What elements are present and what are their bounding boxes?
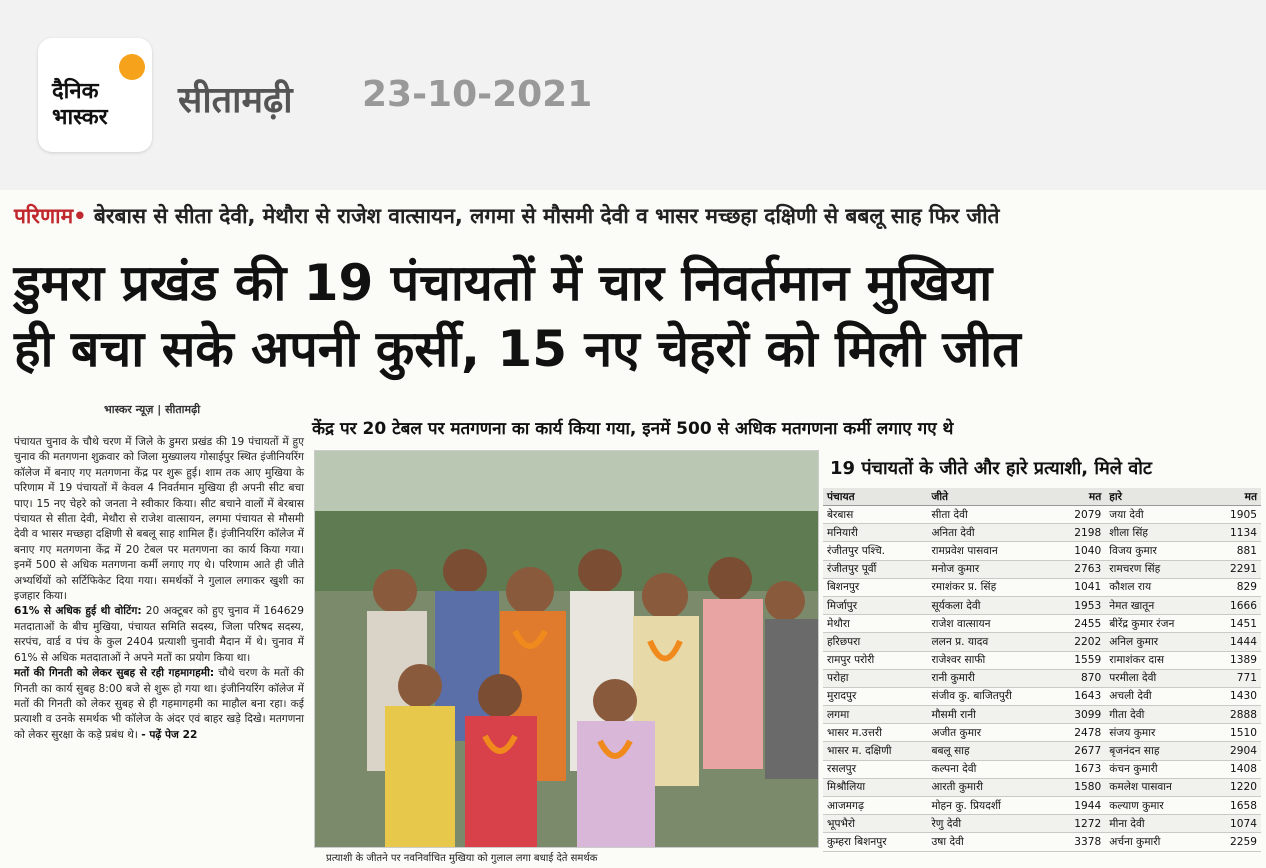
- table-row: [823, 578, 1261, 596]
- cell-loser-votes: 1134: [1211, 524, 1261, 542]
- edition-city: सीतामढ़ी: [178, 80, 293, 121]
- cell-loser: अर्चना कुमारी: [1105, 833, 1210, 851]
- cell-winner-votes: 1673: [1055, 760, 1105, 778]
- table-row: [823, 669, 1261, 687]
- cell-panchayat: भासर म.उत्तरी: [823, 724, 927, 742]
- cell-winner-votes: 1559: [1055, 651, 1105, 669]
- cell-loser: रामाशंकर दास: [1105, 651, 1210, 669]
- table-row: [823, 724, 1261, 742]
- cell-panchayat: आजमगढ़: [823, 797, 927, 815]
- kicker-text: बेरबास से सीता देवी, मेथौरा से राजेश वात्सायन, लगमा से मौसमी देवी व भासर मच्छहा दक्षिणी से बबलू साह फिर जीते: [93, 204, 1000, 228]
- logo-text-line2: भास्कर: [52, 105, 108, 130]
- paragraph-2-lead: 61% से अधिक हुई थी वोटिंग:: [14, 605, 142, 618]
- cell-winner: अजीत कुमार: [927, 724, 1054, 742]
- cell-winner: अनिता देवी: [927, 524, 1054, 542]
- cell-panchayat: भासर म. दक्षिणी: [823, 742, 927, 760]
- table-row: [823, 615, 1261, 633]
- cell-panchayat: रंजीतपुर पूर्वी: [823, 560, 927, 578]
- table-row: [823, 833, 1261, 851]
- cell-winner-votes: 1953: [1055, 596, 1105, 614]
- cell-loser: अनिल कुमार: [1105, 633, 1210, 651]
- table-row: [823, 778, 1261, 796]
- cell-loser: बृजनंदन साह: [1105, 742, 1210, 760]
- cell-panchayat: मिर्जापुर: [823, 596, 927, 614]
- sun-icon: [119, 54, 145, 80]
- cell-winner-votes: 2202: [1055, 633, 1105, 651]
- paragraph-3-lead: मतों की गिनती को लेकर सुबह से रही गहमागहमी:: [14, 667, 215, 680]
- col-loser-votes: मत: [1211, 488, 1261, 506]
- cell-loser-votes: 2259: [1211, 833, 1261, 851]
- cell-winner: रेणु देवी: [927, 815, 1054, 833]
- cell-loser-votes: 771: [1211, 669, 1261, 687]
- cell-panchayat: बेरबास: [823, 506, 927, 524]
- cell-winner: सीता देवी: [927, 506, 1054, 524]
- cell-panchayat: हरिछपरा: [823, 633, 927, 651]
- table-row: [823, 596, 1261, 614]
- table-row: [823, 542, 1261, 560]
- cell-loser: रामचरण सिंह: [1105, 560, 1210, 578]
- cell-winner-votes: 1944: [1055, 797, 1105, 815]
- table-row: [823, 760, 1261, 778]
- cell-loser-votes: 881: [1211, 542, 1261, 560]
- table-header-row: [823, 488, 1261, 506]
- cell-winner: बबलू साह: [927, 742, 1054, 760]
- cell-loser-votes: 1430: [1211, 687, 1261, 705]
- cell-loser-votes: 1658: [1211, 797, 1261, 815]
- cell-loser-votes: 1074: [1211, 815, 1261, 833]
- cell-loser-votes: 2291: [1211, 560, 1261, 578]
- table-row: [823, 524, 1261, 542]
- cell-winner: सूर्यकला देवी: [927, 596, 1054, 614]
- cell-winner-votes: 1580: [1055, 778, 1105, 796]
- newspaper-page: [0, 190, 1266, 868]
- cell-panchayat: रंजीतपुर पश्चि.: [823, 542, 927, 560]
- table-row: [823, 633, 1261, 651]
- cell-loser: संजय कुमार: [1105, 724, 1210, 742]
- cell-loser-votes: 1408: [1211, 760, 1261, 778]
- celebration-photo: [314, 450, 819, 848]
- cell-loser-votes: 1666: [1211, 596, 1261, 614]
- app-header: [0, 0, 1266, 190]
- cell-winner-votes: 1041: [1055, 578, 1105, 596]
- cell-winner-votes: 1643: [1055, 687, 1105, 705]
- table-row: [823, 742, 1261, 760]
- cell-winner-votes: 2763: [1055, 560, 1105, 578]
- cell-winner-votes: 3099: [1055, 706, 1105, 724]
- cell-winner-votes: 2677: [1055, 742, 1105, 760]
- cell-winner: संजीव कु. बाजितपुरी: [927, 687, 1054, 705]
- cell-winner: मौसमी रानी: [927, 706, 1054, 724]
- results-table: [823, 488, 1261, 852]
- col-loser: हारे: [1105, 488, 1210, 506]
- cell-winner: उषा देवी: [927, 833, 1054, 851]
- cell-winner-votes: 870: [1055, 669, 1105, 687]
- table-row: [823, 797, 1261, 815]
- cell-panchayat: मनियारी: [823, 524, 927, 542]
- table-row: [823, 651, 1261, 669]
- cell-loser: मीना देवी: [1105, 815, 1210, 833]
- table-row: [823, 706, 1261, 724]
- cell-winner: ललन प्र. यादव: [927, 633, 1054, 651]
- cell-panchayat: परोहा: [823, 669, 927, 687]
- table-row: [823, 687, 1261, 705]
- cell-loser: विजय कुमार: [1105, 542, 1210, 560]
- cell-panchayat: लगमा: [823, 706, 927, 724]
- cell-loser: नेमत खातून: [1105, 596, 1210, 614]
- cell-panchayat: मिश्रौलिया: [823, 778, 927, 796]
- cell-loser-votes: 2888: [1211, 706, 1261, 724]
- cell-loser-votes: 1451: [1211, 615, 1261, 633]
- cell-loser: कंचन कुमारी: [1105, 760, 1210, 778]
- cell-loser-votes: 1510: [1211, 724, 1261, 742]
- dainik-bhaskar-logo[interactable]: [38, 38, 152, 152]
- cell-winner: राजेश्वर साफी: [927, 651, 1054, 669]
- photo-caption: प्रत्याशी के जीतने पर नवनिर्वाचित मुखिया को गुलाल लगा बधाई देते समर्थक: [326, 853, 598, 864]
- cell-winner-votes: 2079: [1055, 506, 1105, 524]
- cell-winner-votes: 1040: [1055, 542, 1105, 560]
- table-row: [823, 560, 1261, 578]
- paragraph-3: चौथे चरण के मतों की गिनती का कार्य सुबह 8:00 बजे से शुरू हो गया था। इंजीनियरिंग कॉलेज में मतों की गिनती को लेकर सुबह से ही गहमागहमी का माहौल बना रहा। कई प्रत्याशी व उनके समर्थक भी कॉलेज के अंदर एवं बाहर खड़े दिखे। मतगणना को लेकर सुरक्षा के कड़े प्रबंध थे।: [14, 667, 304, 741]
- edition-date: 23-10-2021: [362, 74, 593, 115]
- results-table-title: 19 पंचायतों के जीते और हारे प्रत्याशी, मिले वोट: [830, 458, 1152, 479]
- cell-loser-votes: 1905: [1211, 506, 1261, 524]
- cell-winner: रामप्रवेश पासवान: [927, 542, 1054, 560]
- headline-line2: ही बचा सके अपनी कुर्सी, 15 नए चेहरों को मिली जीत: [14, 320, 1021, 378]
- cell-panchayat: रामपुर परोरी: [823, 651, 927, 669]
- subheadline: केंद्र पर 20 टेबल पर मतगणना का कार्य किया गया, इनमें 500 से अधिक मतगणना कर्मी लगाए गए थे: [312, 419, 954, 439]
- col-winner-votes: मत: [1055, 488, 1105, 506]
- cell-panchayat: भूपभैरो: [823, 815, 927, 833]
- cell-winner: मनोज कुमार: [927, 560, 1054, 578]
- cell-winner-votes: 3378: [1055, 833, 1105, 851]
- cell-panchayat: मुरादपुर: [823, 687, 927, 705]
- cell-winner: राजेश वात्सायन: [927, 615, 1054, 633]
- byline: भास्कर न्यूज़ | सीतामढ़ी: [104, 403, 201, 416]
- cell-loser: अचली देवी: [1105, 687, 1210, 705]
- cell-loser: कौशल राय: [1105, 578, 1210, 596]
- cell-panchayat: रसलपुर: [823, 760, 927, 778]
- table-row: [823, 815, 1261, 833]
- headline: [14, 250, 1254, 382]
- headline-line1: डुमरा प्रखंड की 19 पंचायतों में चार निवर्तमान मुखिया: [14, 254, 993, 312]
- cell-loser-votes: 2904: [1211, 742, 1261, 760]
- logo-text-line1: दैनिक: [52, 79, 99, 104]
- cell-loser: कमलेश पासवान: [1105, 778, 1210, 796]
- cell-loser-votes: 1389: [1211, 651, 1261, 669]
- cell-winner: कल्पना देवी: [927, 760, 1054, 778]
- paragraph-1: पंचायत चुनाव के चौथे चरण में जिले के डुमरा प्रखंड की 19 पंचायतों में हुए चुनाव की मतगणना शुक्रवार को जिला मुख्यालय गोसाईपुर स्थित इंजीनियरिंग कॉलेज में बनाए गए मतगणना केंद्र पर शुरू हुई। शाम तक आए मुखिया के परिणाम में 19 पंचायतों में केवल 4 निवर्तमान मुखिया ही अपनी सीट बचा पाए। 15 नए चेहरे को जनता ने स्वीकार किया। सीट बचाने वालों में बेरबास पंचायत से सीता देवी, मेथौरा से राजेश वात्सायन, लगमा पंचायत से मौसमी देवी व भासर मच्छहा दक्षिणी से बबलू साह शामिल हैं। इंजीनियरिंग कॉलेज में बनाए गए मतगणना केंद्र में 20 टेबल पर मतगणना का कार्य किया गया। इनमें 500 से अधिक मतगणना कर्मी लगाए गए थे। परिणाम आते ही जीते अभ्यर्थियों को सर्टिफिकेट दिया गया। समर्थकों ने गुलाल लगाकर खुशी का इजहार किया।: [14, 436, 304, 603]
- cell-loser: बीरेंद्र कुमार रंजन: [1105, 615, 1210, 633]
- cell-winner-votes: 2478: [1055, 724, 1105, 742]
- col-winner: जीते: [927, 488, 1054, 506]
- cell-loser: जया देवी: [1105, 506, 1210, 524]
- cell-loser: गीता देवी: [1105, 706, 1210, 724]
- article-body: [14, 435, 304, 743]
- cell-winner: आरती कुमारी: [927, 778, 1054, 796]
- cell-loser: कल्याण कुमार: [1105, 797, 1210, 815]
- cell-winner-votes: 2455: [1055, 615, 1105, 633]
- cell-loser-votes: 1444: [1211, 633, 1261, 651]
- kicker-tag: परिणाम•: [14, 204, 87, 228]
- cell-winner: रमाशंकर प्र. सिंह: [927, 578, 1054, 596]
- cell-panchayat: कुम्हरा बिशनपुर: [823, 833, 927, 851]
- cell-panchayat: बिशनपुर: [823, 578, 927, 596]
- cell-winner-votes: 2198: [1055, 524, 1105, 542]
- paragraph-2: 20 अक्टूबर को हुए चुनाव में 164629 मतदाताओं के बीच मुखिया, पंचायत समिति सदस्य, जिला परिषद सदस्य, सरपंच, वार्ड व पंच के कुल 2404 प्रत्याशी चुनावी मैदान में थे। चुनाव में 61% से अधिक मतदाताओं ने अपने मतों का प्रयोग किया था।: [14, 605, 304, 664]
- crowd-image: [315, 451, 818, 847]
- results-table-body: [823, 506, 1261, 852]
- col-panchayat: पंचायत: [823, 488, 927, 506]
- cell-winner-votes: 1272: [1055, 815, 1105, 833]
- table-row: [823, 506, 1261, 524]
- cell-winner: मोहन कु. प्रियदर्शी: [927, 797, 1054, 815]
- cell-loser: शीला सिंह: [1105, 524, 1210, 542]
- cell-winner: रानी कुमारी: [927, 669, 1054, 687]
- continued-note: - पढ़ें पेज 22: [141, 728, 198, 741]
- cell-loser-votes: 1220: [1211, 778, 1261, 796]
- cell-panchayat: मेथौरा: [823, 615, 927, 633]
- cell-loser: परमीला देवी: [1105, 669, 1210, 687]
- kicker-line: [14, 202, 1254, 230]
- cell-loser-votes: 829: [1211, 578, 1261, 596]
